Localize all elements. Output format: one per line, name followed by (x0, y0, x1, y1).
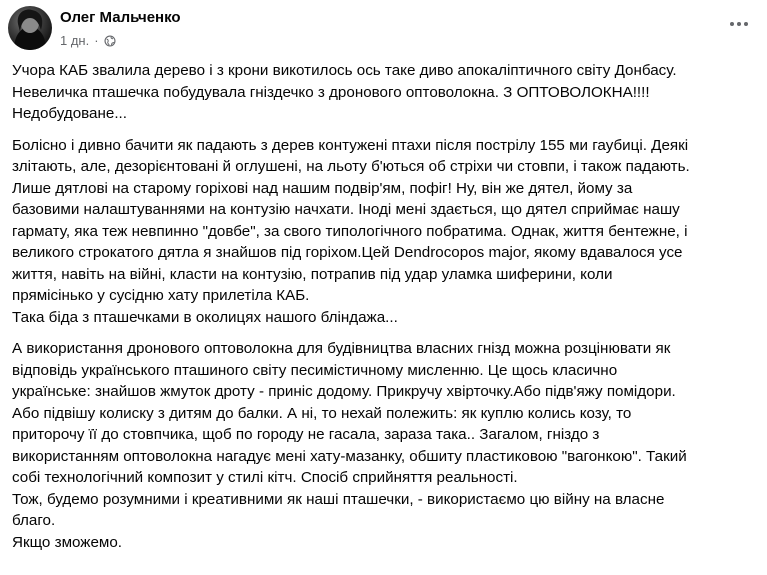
text-line: А використання дронового оптоволокна для будівництва власних гнізд можна розцінювати як (12, 340, 671, 357)
text-line: приторочу її до стовпчика, щоб по городу не гасала, зараза така.. Загалом, гніздо з (12, 426, 600, 443)
post-time[interactable]: 1 дн. (60, 33, 90, 48)
text-line: Якщо зможемо. (12, 533, 122, 551)
text-line: життя, навіть на війні, класти на контузію, потрапив під удар уламка шиферини, коли (12, 265, 613, 283)
text-line: великого строкатого дятла я знайшов під горіхом.Цей Dendrocopos major, якому вдавалося усе (12, 244, 683, 261)
post-header (0, 0, 767, 60)
text-line: злітають, але, дезорієнтовані й оглушені, на льоту б'ються об стріхи чи стовпи, і також падають. (12, 158, 690, 175)
text-line: Невеличка пташечка побудувала гніздечко з дронового оптоволокна. З ОПТОВОЛОКНА!!!! (12, 83, 650, 101)
more-options-button[interactable] (725, 14, 753, 34)
post-meta (60, 33, 116, 48)
text-line: гармату, яка теж невпинно "довбе", за свого типологічного побратима. Однак, життя бентежне, і (12, 222, 688, 240)
text-line: Така біда з пташечками в околицях нашого бліндажа... (12, 308, 398, 326)
text-line: Тож, будемо розумними і креативними як наші пташечки, - використаємо цю війну на власне (12, 490, 665, 508)
globe-icon[interactable] (104, 35, 116, 47)
text-line: базовими налаштуваннями на контузію начхати. Іноді мені здається, що дятел сприймає нашу (12, 201, 680, 218)
avatar-image-icon (8, 6, 52, 50)
text-line: благо. (12, 512, 56, 529)
text-line: Болісно і дивно бачити як падають з дерев контужені птахи після пострілу 155 ми гаубиці. Деякі (12, 136, 689, 154)
post-paragraph (12, 135, 760, 329)
text-line: відповідь українського пташиного світу песимістичному мисленню. Це щось класично (12, 361, 618, 379)
text-line: Недобудоване... (12, 105, 127, 122)
text-line: Учора КАБ звалила дерево і з крони викотилось ось таке диво апокаліптичного світу Донбасу. (12, 62, 677, 79)
text-line: українське: знайшов жмуток дроту - приніс додому. Прикручу хвірточку.Або підв'яжу помідори. (12, 383, 676, 400)
post-paragraph (12, 338, 760, 553)
text-line: використанням оптоволокна нагадує мені хату-мазанку, обшиту пластиковою "вагонкою". Такий (12, 447, 687, 465)
text-line: Лише дятлові на старому горіхові над нашим подвір'ям, пофіг! Ну, він же дятел, йому за (12, 179, 633, 197)
more-dot-icon (744, 22, 748, 26)
post-paragraph (12, 60, 760, 125)
text-line: собі технологічний композит у стилі кітч. Спосіб сприйняття реальності. (12, 469, 518, 486)
meta-separator: · (94, 33, 99, 48)
more-dot-icon (730, 22, 734, 26)
author-avatar[interactable] (8, 6, 52, 50)
text-line: прямісінько у сусідню хату прилетіла КАБ. (12, 287, 310, 304)
text-line: Або підвішу колиску з дитям до балки. А ні, то нехай полежить: як куплю колись козу, то (12, 404, 632, 422)
post-body (12, 60, 760, 563)
author-name[interactable]: Олег Мальченко (60, 9, 181, 26)
more-dot-icon (737, 22, 741, 26)
